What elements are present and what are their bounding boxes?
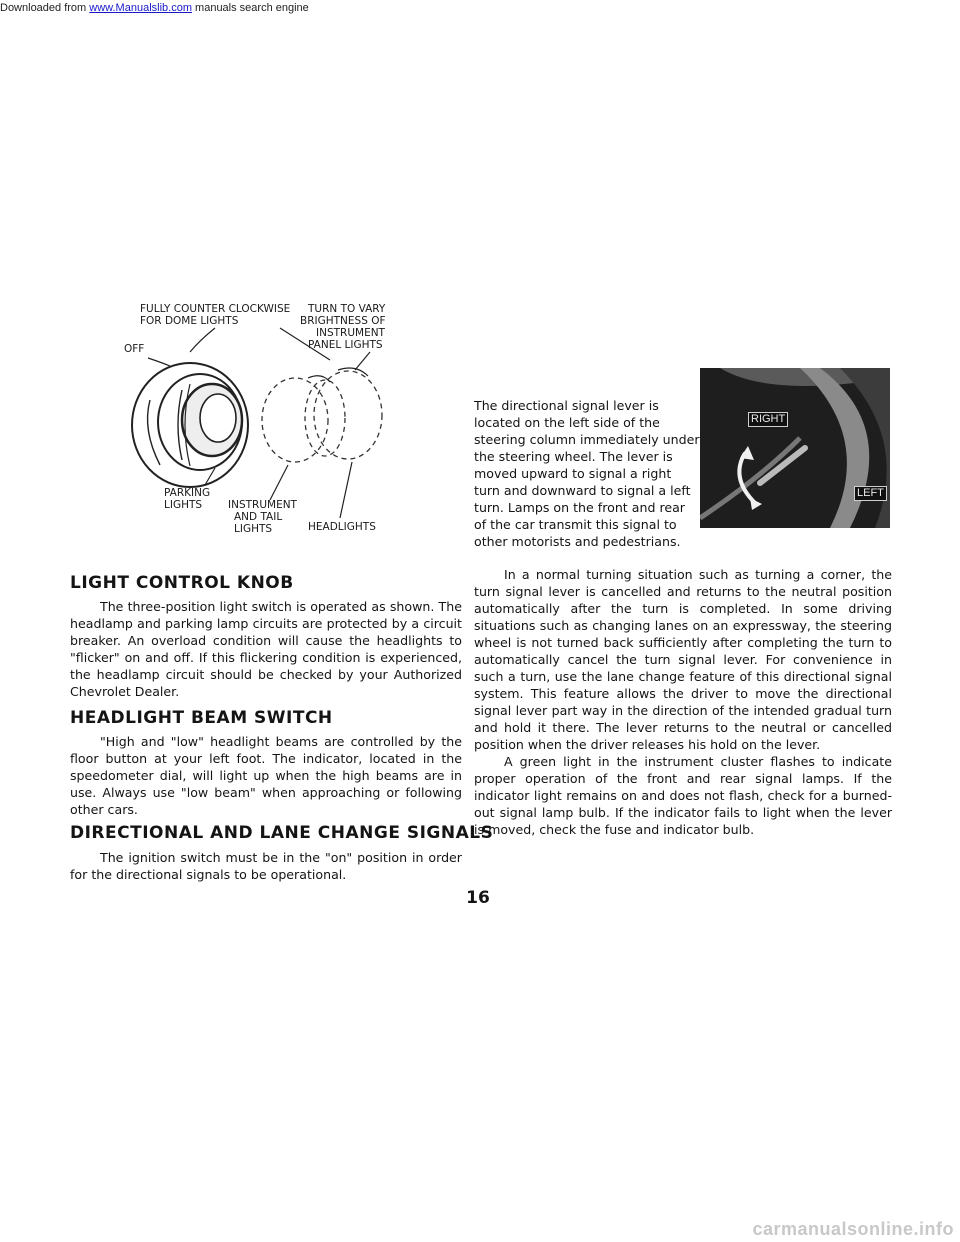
download-banner — [0, 2, 620, 16]
label-parking-2: LIGHTS — [164, 499, 203, 511]
knob-shape — [132, 363, 248, 487]
label-turn-4: PANEL LIGHTS — [308, 339, 383, 351]
label-off: OFF — [124, 343, 145, 355]
light-control-body: The three-position light switch is operated as shown. The headlamp and parking lamp circuits are protected by a circuit breaker. An overload condition will cause the headlights to "flicker" on and off. If this flickering condition is experienced, the headlamp circuit should be checked by your Authorized Chevrolet Dealer. — [70, 599, 462, 699]
paragraph-green-light: A green light in the instrument cluster flashes to indicate proper operation of the front and rear signal lamps. If the indicator light remains on and does not flash, check for a burned-out signal lamp bulb. If the indicator fails to light when the lever is moved, check the fuse and indicator bulb. — [474, 754, 892, 837]
photo-label-left: LEFT — [854, 486, 887, 501]
heading-headlight-beam-switch: HEADLIGHT BEAM SWITCH — [70, 708, 333, 728]
label-turn-1: TURN TO VARY — [308, 303, 386, 315]
manualslib-link[interactable]: www.Manualslib.com — [89, 2, 192, 14]
heading-light-control-knob: LIGHT CONTROL KNOB — [70, 573, 294, 593]
right-column-body — [474, 566, 892, 838]
directional-lever-intro — [474, 397, 700, 550]
label-instrument-2: AND TAIL — [234, 511, 283, 523]
page-number: 16 — [466, 888, 490, 908]
pointer-line — [148, 358, 170, 366]
banner-suffix: manuals search engine — [191, 2, 309, 14]
turn-signal-lever-photo — [700, 368, 890, 528]
label-turn-2: BRIGHTNESS OF — [300, 315, 386, 327]
label-instrument-3: LIGHTS — [234, 523, 273, 535]
banner-prefix: Downloaded from — [0, 2, 90, 14]
photo-label-right: RIGHT — [748, 412, 788, 427]
label-counter-clockwise-2: FOR DOME LIGHTS — [140, 315, 239, 327]
light-control-knob-diagram — [120, 300, 460, 550]
pointer-line — [355, 352, 370, 370]
label-headlights: HEADLIGHTS — [308, 521, 376, 533]
label-instrument-1: INSTRUMENT — [228, 499, 297, 511]
intro-paragraph: The directional signal lever is located on the left side of the steering column immediately under the steering wheel. The lever is moved upward to signal a right turn and downward to signal a left turn. Lamps on the front and rear of the car transmit this signal to other motorists and pedestrians. — [474, 398, 700, 549]
lever-photo-art — [700, 368, 890, 528]
pointer-line — [190, 328, 215, 352]
label-counter-clockwise-1: FULLY COUNTER CLOCKWISE — [140, 303, 291, 315]
paragraph-normal-turning: In a normal turning situation such as turning a corner, the turn signal lever is cancelled and returns to the neutral position automatically after the turn is completed. In some driving situations such as changing lanes on an expressway, the steering wheel is not turned back sufficiently after completing the turn to automatically cancel the turn signal lever. For convenience in such a turn, use the lane change feature of this directional signal system. This feature allows the driver to move the directional signal lever part way in the direction of the intended gradual turn and hold it there. The lever returns to the neutral or cancelled position when the driver releases his hold on the lever. — [474, 567, 892, 752]
footer-watermark-link[interactable]: carmanualsonline.info — [752, 1219, 954, 1239]
directional-body: The ignition switch must be in the "on" position in order for the directional signals to be operational. — [70, 850, 462, 882]
beam-switch-body: "High and "low" headlight beams are controlled by the floor button at your left foot. The indicator, located in the speedometer dial, will light up when the high beams are in use. Always use "low beam" when approaching or following other cars. — [70, 734, 462, 817]
label-turn-3: INSTRUMENT — [316, 327, 385, 339]
label-parking-1: PARKING — [164, 487, 211, 499]
knob-position-arcs — [262, 371, 382, 462]
heading-directional-signals: DIRECTIONAL AND LANE CHANGE SIGNALS — [70, 823, 494, 843]
